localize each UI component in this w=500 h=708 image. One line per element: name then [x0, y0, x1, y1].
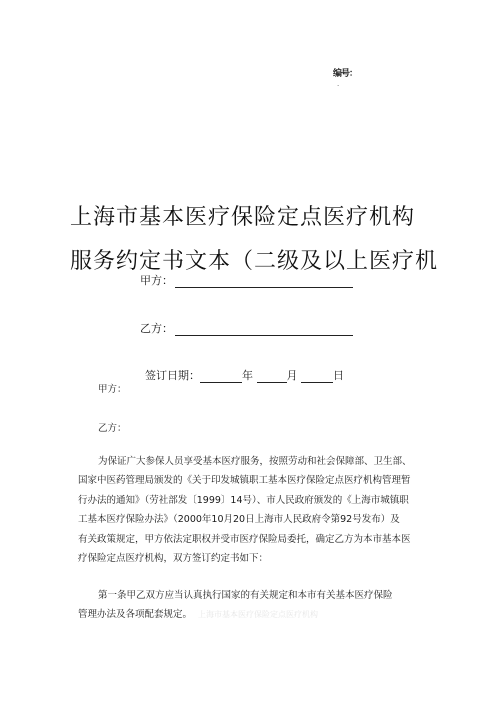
day-blank-line: [301, 372, 333, 383]
paragraph-line: 行办法的通知》（劳社部发〔1999〕14号）、市人民政府颁发的《上海市城镇职: [78, 494, 409, 506]
signing-date-row: [145, 367, 344, 383]
party-a-label: 甲方：: [98, 384, 127, 395]
paragraph-line: 国家中医药管理局颁发的《关于印发城镇职工基本医疗保险定点医疗机构管理暂: [78, 475, 411, 487]
party-b-label: 乙方：: [98, 423, 127, 434]
document-number-dot: ·: [337, 82, 340, 90]
paragraph-line: 为保证广大参保人员享受基本医疗服务，按照劳动和社会保障部、卫生部、: [98, 456, 412, 467]
document-title-line-1: 上海市基本医疗保险定点医疗机构: [70, 205, 416, 230]
preamble-paragraph: [78, 452, 438, 568]
party-b-signature-line: [175, 325, 353, 336]
faint-watermark-text: 上海市基本医疗保险定点医疗机构: [198, 610, 319, 620]
party-b-signature-row: [140, 320, 353, 336]
article-one-line-2-row: [78, 605, 438, 624]
month-blank-line: [257, 372, 287, 383]
party-a-signature-label: 甲方：: [140, 274, 173, 287]
signing-date-label: 签订日期：: [145, 369, 200, 382]
year-label: 年: [242, 369, 253, 382]
document-title-line-2: 服务约定书文本（二级及以上医疗机: [70, 249, 439, 274]
year-blank-line: [200, 372, 242, 383]
party-a-signature-line: [175, 277, 353, 288]
paragraph-line: 疗保险定点医疗机构，双方签订约定书如下：: [78, 552, 269, 564]
party-a-signature-row: [140, 272, 353, 288]
paragraph-line: 有关政策规定，甲方依法定职权并受市医疗保险局委托，确定乙方为本市基本医: [78, 533, 411, 545]
party-b-signature-label: 乙方：: [140, 322, 173, 335]
article-one-line-2: 管理办法及各项配套规定。: [78, 609, 193, 621]
article-one-paragraph: [78, 586, 438, 625]
day-label: 日: [333, 369, 344, 382]
paragraph-line: 工基本医疗保险办法》（2000年10月20日上海市人民政府令第92号发布）及: [78, 514, 400, 526]
document-number-label: 编号：: [333, 69, 358, 79]
month-label: 月: [286, 369, 298, 382]
article-one-line-1: 第一条甲乙双方应当认真执行国家的有关规定和本市有关基本医疗保险: [98, 590, 393, 601]
